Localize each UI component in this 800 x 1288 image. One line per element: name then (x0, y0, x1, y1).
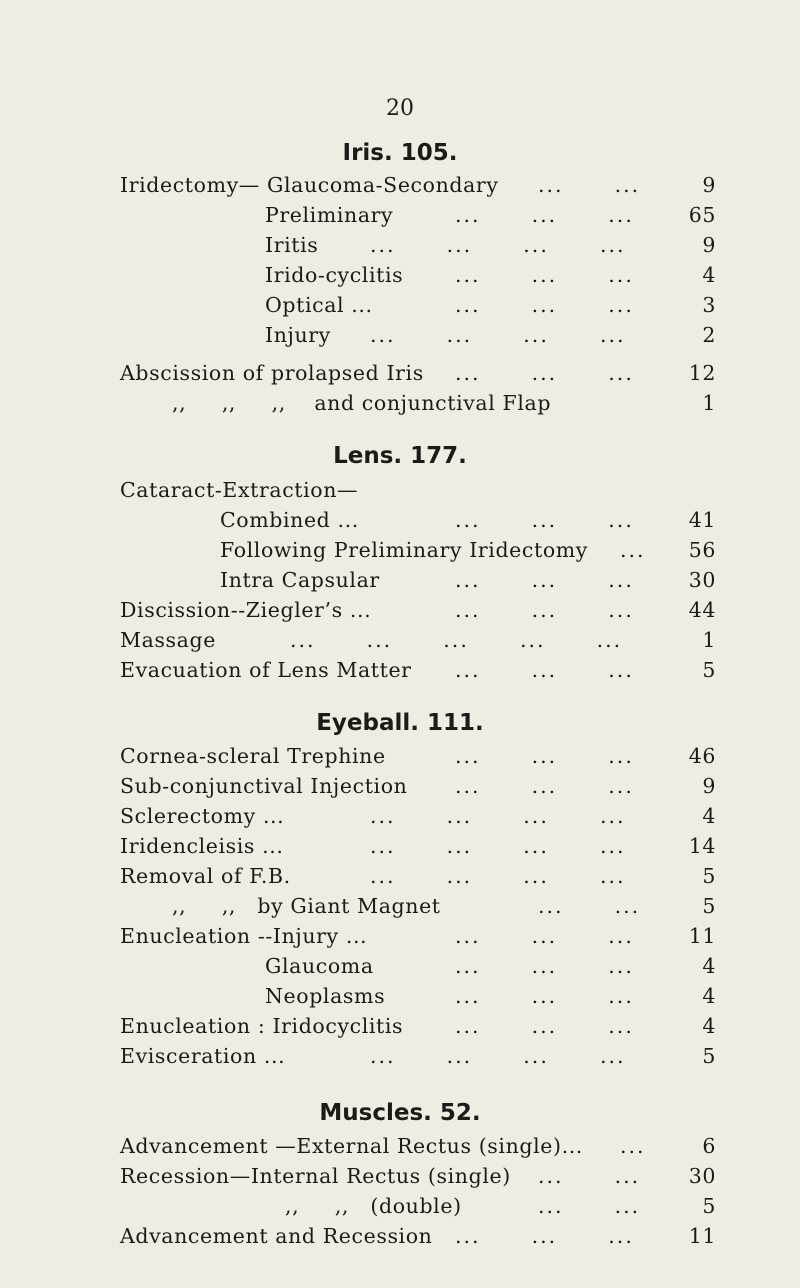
row-count: 5 (702, 894, 716, 918)
leader-dots: ... ... ... ... (370, 864, 626, 888)
leader-dots: ... ... ... (455, 658, 634, 682)
row-count: 1 (702, 391, 716, 415)
table-row (0, 290, 800, 320)
row-count: 9 (702, 233, 716, 257)
table-row (0, 951, 800, 981)
section-heading-iris: Iris. 105. (342, 140, 458, 166)
table-row (0, 535, 800, 565)
table-row (0, 170, 800, 200)
row-label: Injury (265, 323, 331, 347)
row-label: ,, ,, ,, and conjunctival Flap (172, 391, 552, 415)
table-row (0, 320, 800, 350)
row-count: 41 (688, 508, 716, 532)
row-count: 5 (702, 1194, 716, 1218)
table-row (0, 230, 800, 260)
leader-dots: ... ... ... (455, 293, 634, 317)
row-count: 4 (702, 1014, 716, 1038)
table-row (0, 1011, 800, 1041)
row-count: 5 (702, 864, 716, 888)
table-row (0, 505, 800, 535)
row-label: Neoplasms (265, 984, 386, 1008)
row-label: Cataract-Extraction— (120, 478, 359, 502)
row-count: 11 (688, 924, 716, 948)
table-row (0, 1191, 800, 1221)
leader-dots: ... ... ... (455, 1224, 634, 1248)
row-label: Evisceration ... (120, 1044, 286, 1068)
table-row (0, 1221, 800, 1251)
row-label: Optical ... (265, 293, 373, 317)
row-label: Iridectomy— Glaucoma-Secondary (120, 173, 499, 197)
row-label: Sub-conjunctival Injection (120, 774, 408, 798)
section-heading-eyeball: Eyeball. 111. (316, 710, 484, 736)
row-count: 11 (688, 1224, 716, 1248)
leader-dots: ... ... (538, 1164, 641, 1188)
leader-dots: ... ... ... (455, 203, 634, 227)
leader-dots: ... ... (538, 894, 641, 918)
leader-dots: ... ... ... (455, 984, 634, 1008)
row-count: 4 (702, 954, 716, 978)
table-row (0, 861, 800, 891)
row-count: 65 (688, 203, 716, 227)
table-row (0, 565, 800, 595)
page-number: 20 (386, 96, 414, 121)
table-row (0, 200, 800, 230)
table-row (0, 388, 800, 418)
leader-dots: ... ... ... ... (370, 323, 626, 347)
row-label: Advancement —External Rectus (single)... (120, 1134, 583, 1158)
row-count: 14 (688, 834, 716, 858)
leader-dots: ... ... ... (455, 924, 634, 948)
row-count: 4 (702, 804, 716, 828)
leader-dots: ... ... ... ... (370, 804, 626, 828)
row-count: 56 (688, 538, 716, 562)
table-row (0, 921, 800, 951)
table-row (0, 741, 800, 771)
row-count: 30 (688, 568, 716, 592)
row-count: 44 (688, 598, 716, 622)
table-row (0, 260, 800, 290)
table-row (0, 1161, 800, 1191)
row-count: 46 (688, 744, 716, 768)
table-row (0, 625, 800, 655)
section-heading-muscles: Muscles. 52. (319, 1100, 481, 1126)
row-label: ,, ,, by Giant Magnet (172, 894, 441, 918)
table-row (0, 771, 800, 801)
row-count: 5 (702, 658, 716, 682)
leader-dots: ... ... ... (455, 361, 634, 385)
row-label: Glaucoma (265, 954, 374, 978)
row-label: Preliminary (265, 203, 394, 227)
row-label: Enucleation : Iridocyclitis (120, 1014, 404, 1038)
leader-dots: ... ... ... (455, 774, 634, 798)
leader-dots: ... ... ... (455, 744, 634, 768)
row-count: 4 (702, 263, 716, 287)
row-label: Recession—Internal Rectus (single) (120, 1164, 511, 1188)
row-count: 9 (702, 774, 716, 798)
row-label: Irido-cyclitis (265, 263, 404, 287)
section-heading-lens: Lens. 177. (333, 443, 467, 469)
row-label: Advancement and Recession (120, 1224, 433, 1248)
table-row (0, 891, 800, 921)
leader-dots: ... ... ... (455, 954, 634, 978)
row-label: Removal of F.B. (120, 864, 291, 888)
table-row (0, 1041, 800, 1071)
row-label: Discission--Ziegler’s ... (120, 598, 372, 622)
leader-dots: ... ... ... ... (370, 233, 626, 257)
row-label: Iritis (265, 233, 319, 257)
row-label: Enucleation --Injury ... (120, 924, 368, 948)
leader-dots: ... ... ... (455, 263, 634, 287)
table-row (0, 981, 800, 1011)
row-count: 1 (702, 628, 716, 652)
row-label: Iridencleisis ... (120, 834, 284, 858)
leader-dots: ... (620, 538, 646, 562)
leader-dots: ... ... ... (455, 508, 634, 532)
table-row (0, 1131, 800, 1161)
leader-dots: ... ... ... (455, 598, 634, 622)
row-count: 12 (688, 361, 716, 385)
row-label: Abscission of prolapsed Iris (120, 361, 424, 385)
row-count: 6 (702, 1134, 716, 1158)
row-count: 2 (702, 323, 716, 347)
leader-dots: ... (620, 1134, 646, 1158)
table-row (0, 655, 800, 685)
row-count: 9 (702, 173, 716, 197)
leader-dots: ... ... (538, 173, 641, 197)
table-row (0, 475, 800, 505)
row-count: 3 (702, 293, 716, 317)
leader-dots: ... ... (538, 1194, 641, 1218)
leader-dots: ... ... ... ... ... (290, 628, 623, 652)
table-row (0, 801, 800, 831)
row-count: 30 (688, 1164, 716, 1188)
table-row (0, 831, 800, 861)
row-count: 5 (702, 1044, 716, 1068)
leader-dots: ... ... ... ... (370, 1044, 626, 1068)
row-label: Sclerectomy ... (120, 804, 285, 828)
row-count: 4 (702, 984, 716, 1008)
leader-dots: ... ... ... (455, 1014, 634, 1038)
row-label: Massage (120, 628, 216, 652)
table-row (0, 595, 800, 625)
row-label: Combined ... (220, 508, 359, 532)
table-row (0, 358, 800, 388)
row-label: Evacuation of Lens Matter (120, 658, 412, 682)
row-label: ,, ,, (double) (285, 1194, 462, 1218)
row-label: Cornea-scleral Trephine (120, 744, 386, 768)
row-label: Intra Capsular (220, 568, 380, 592)
leader-dots: ... ... ... (455, 568, 634, 592)
leader-dots: ... ... ... ... (370, 834, 626, 858)
row-label: Following Preliminary Iridectomy (220, 538, 588, 562)
